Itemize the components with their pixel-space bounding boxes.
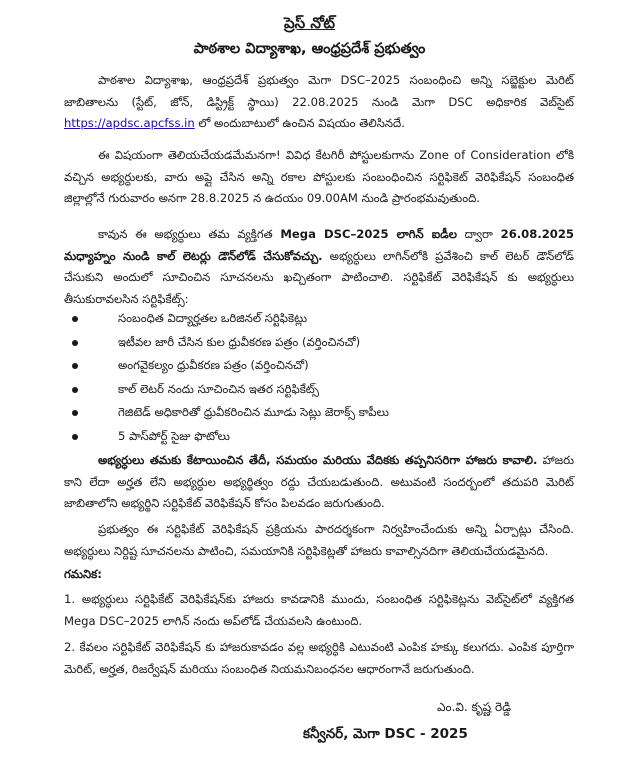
bullet-icon xyxy=(72,387,78,393)
paragraph-verification-schedule xyxy=(64,145,574,210)
list-item: ఇటీవల జారీ చేసిన కుల ధ్రువీకరణ పత్రం (వర్తించినచో) xyxy=(118,332,584,356)
download-date-bold: 26.08.2025 మధ్యాహ్నం నుండి కాల్ లెటర్లు డౌన్‌లోడ్ చేసుకోవచ్చు. xyxy=(64,227,574,263)
paragraph-attendance xyxy=(64,450,574,515)
paragraph-merit-list-text-2: లో అందుబాటులో ఉంచిన విషయం తెలిసినదే. xyxy=(194,116,405,130)
note-item-1: 1. అభ్యర్ధులు సర్టిఫికేట్ వెరిఫికేషన్‌కు హాజరు కావడానికి ముందు, సంబంధిత సర్టిఫికెట్లను వెబ్‌సైట్‌లో వ్యక్తిగత Mega DSC–2025 లాగిన్ నందు అప్‌లోడ్ చేయవలసి ఉంటుంది. xyxy=(64,592,574,628)
attendance-bold: అభ్యర్ధులు తమకు కేటాయించిన తేదీ, సమయం మరియు వేదికకు తప్పనిసరిగా హాజరు కావాలి. xyxy=(98,453,538,467)
paragraph-call-letters xyxy=(64,224,574,310)
list-item: 5 పాస్‌పోర్ట్ సైజు ఫొటోలు xyxy=(118,426,584,450)
bullet-icon xyxy=(72,340,78,346)
apdsc-website-link[interactable]: https://apdsc.apcfss.in xyxy=(64,116,195,130)
bullet-icon xyxy=(72,410,78,416)
page-title: ప్రెస్ నోట్ xyxy=(283,14,335,32)
paragraph-merit-list xyxy=(64,70,574,135)
login-id-bold: Mega DSC–2025 లాగిన్ ఐడీల xyxy=(280,227,457,241)
paragraph-arrangements xyxy=(64,519,574,562)
bullet-icon xyxy=(72,434,78,440)
bullet-icon xyxy=(72,363,78,369)
list-item: అంగవైకల్యం ధ్రువీకరణ పత్రం (వర్తించినచో) xyxy=(118,355,584,379)
list-item: సంబంధిత విద్యార్హతల ఒరిజినల్ సర్టిఫికెట్లు xyxy=(118,308,584,332)
bullet-icon xyxy=(72,316,78,322)
note-item-2: 2. కేవలం సర్టిఫికేట్ వెరిఫికేషన్ కు హాజరుకావడం వల్ల అభ్యర్ధికి ఎటువంటి ఎంపిక హక్కు కలుగదు. ఎంపిక పూర్తిగా మెరిట్, అర్హత, రిజర్వేషన్ మరియు సంబంధిత నియమనిబంధనల ఆధారంగానే జరుగుతుంది. xyxy=(64,640,574,676)
notes-heading: గమనిక: xyxy=(64,567,102,581)
signatory-designation: కన్వీనర్, మెగా DSC - 2025 xyxy=(303,726,468,742)
list-item: గెజిటెడ్ అధికారితో ధ్రువీకరించిన మూడు సెట్లు జెరాక్స్ కాపీలు xyxy=(118,402,584,426)
paragraph-merit-list-text-1: పాఠశాల విద్యాశాఖ, ఆంధ్రప్రదేశ్ ప్రభుత్వం మెగా DSC–2025 సంబంధించి అన్ని సబ్జెక్టుల మెరిట్ జాబితాలను (స్టేట్, జోన్, డిస్ట్రిక్ట్ స్థాయి) 22.08.2025 నుండి మెగా DSC అధికారిక వెబ్‌సైట్ xyxy=(64,73,574,109)
paragraph-call-letters-text-3: అభ్యర్ధులు లాగిన్‌లోకి ప్రవేశించి కాల్ లెటర్ డౌన్‌లోడ్ చేసుకుని అందులో సూచించిన సూచనలను ఖచ్చితంగా పాటించాలి. సర్టిఫికేట్ వెరిఫికేషన్ కు అభ్యర్ధులు తీసుకురావలసిన సర్టిఫికేట్స్: xyxy=(64,248,574,306)
department-heading: పాఠశాల విద్యాశాఖ, ఆంధ్రప్రదేశ్ ప్రభుత్వం xyxy=(193,41,426,57)
signatory-name: ఎం.వి. కృష్ణ రెడ్డి xyxy=(436,700,511,714)
paragraph-arrangements-text: ప్రభుత్వం ఈ సర్టిఫికేట్ వెరిఫికేషన్ ప్రక్రియను పారదర్శకంగా నిర్వహించేందుకు అన్ని ఏర్పాట్లు చేసింది. అభ్యర్ధులు నిర్దిష్ట సూచనలను పాటించి, సమయానికి సర్టిఫికెట్లతో హాజరు కావాల్సినదిగా తెలియచేయడమైనది. xyxy=(64,522,574,558)
certificates-list xyxy=(64,308,584,450)
paragraph-verification-schedule-text: ఈ విషయంగా తెలియచేయడమేమనగా! వివిధ కేటగిరీ పోస్టులకుగాను Zone of Consideration లోకి వచ్చిన అభ్యర్ధులకు, వారు అప్లై చేసిన అన్ని రకాల పోస్టులకు సంబంధించిన సర్టిఫికెట్ వెరిఫికేషన్ సంబంధిత జిల్లాల్లోనే గురువారం అనగా 28.8.2025 న ఉదయం 09.00AM నుండి ప్రారంభమవుతుంది. xyxy=(64,148,574,205)
paragraph-call-letters-text-1: కావున ఈ అభ్యర్ధులు తమ వ్యక్తిగత xyxy=(98,227,281,241)
paragraph-attendance-text: హాజరు కాని లేదా అర్హత లేని అభ్యర్ధుల అభ్యర్థిత్వం రద్దు చేయబడుతుంది. అటువంటి సందర్బంలో తదుపరి మెరిట్ జాబితాలోని అభ్యర్థిని సర్టిఫికేట్ వెరిఫికేషన్ కోసం పిలవడం జరుగుతుంది. xyxy=(64,453,574,510)
paragraph-call-letters-text-2: ద్వారా xyxy=(456,227,501,241)
list-item: కాల్ లెటర్ నందు సూచించిన ఇతర సర్టిఫికేట్స్ xyxy=(118,379,584,403)
